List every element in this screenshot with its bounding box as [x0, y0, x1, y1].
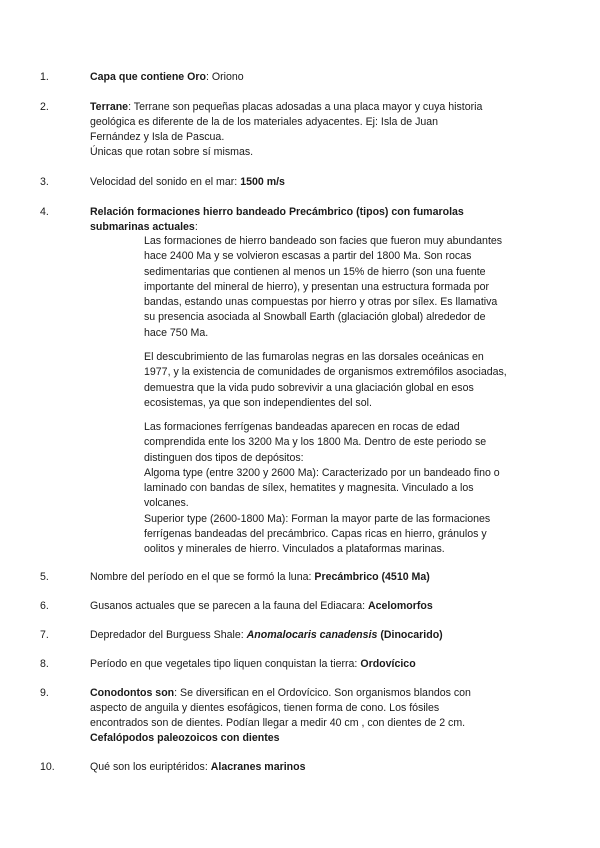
list-item-8: [40, 657, 522, 672]
item-text: : Se diversifican en el Ordovícico. Son organismos blandos con: [174, 687, 471, 699]
item-value: 1500 m/s: [240, 176, 285, 188]
item-number: 10.: [40, 761, 55, 773]
list-item-5: [40, 570, 522, 585]
paragraph-line: distinguen dos tipos de depósitos:: [144, 451, 304, 464]
item-text: : Terrane son pequeñas placas adosadas a una placa mayor y cuya historia: [128, 101, 483, 113]
item-text: Únicas que rotan sobre sí mismas.: [90, 146, 254, 158]
item-value: Precámbrico (4510 Ma): [314, 571, 430, 583]
list-item-6: [40, 599, 522, 614]
paragraph-line: hace 2400 Ma y se volvieron escasas a partir del 1800 Ma. Son rocas: [144, 250, 472, 263]
item-text: :: [194, 221, 198, 233]
item-text: Qué son los euriptéridos:: [90, 761, 211, 773]
item-text: geológica es diferente de la de los materiales adyacentes. Ej: Isla de Juan: [90, 116, 439, 128]
paragraph-iron-formations: [144, 234, 534, 341]
list-item-4: [40, 205, 522, 235]
paragraph-line: importante del mineral de hierro), y presentan una estructura formada por: [144, 280, 490, 293]
item-number: 4.: [40, 206, 49, 218]
item-text: Nombre del período en el que se formó la luna:: [90, 571, 315, 583]
item-number: 3.: [40, 176, 49, 188]
paragraph-fumaroles: [144, 350, 534, 411]
item-heading: Relación formaciones hierro bandeado Precámbrico (tipos) con fumarolas: [90, 206, 464, 218]
item-text: aspecto de anguila y dientes esofágicos, tienen forma de cono. Los fósiles: [90, 702, 440, 714]
paragraph-line: ferrígenas bandeadas del precámbrico. Capas ricas en hierro, gránulos y: [144, 528, 487, 541]
item-label: Capa que contiene Oro: [90, 71, 206, 83]
paragraph-line: oolitos y minerales de hierro. Vinculados a plataformas marinas.: [144, 543, 445, 556]
paragraph-line: 1977, y la existencia de comunidades de organismos extremófilos asociadas,: [144, 366, 507, 379]
item-value: Alacranes marinos: [210, 761, 306, 773]
item-number: 6.: [40, 600, 49, 612]
item-number: 9.: [40, 687, 49, 699]
item-number: 1.: [40, 71, 49, 83]
paragraph-line: Superior type (2600-1800 Ma): Forman la mayor parte de las formaciones: [144, 512, 491, 525]
paragraph-line: demuestra que la vida pudo sobrevivir a una glaciación global en esos: [144, 381, 474, 394]
item-label: Terrane: [90, 101, 129, 113]
item-value: Acelomorfos: [367, 600, 433, 612]
paragraph-line: laminado con bandas de sílex, hematites y magnesita. Vinculado a los: [144, 482, 474, 495]
paragraph-line: Algoma type (entre 3200 y 2600 Ma): Caracterizado por un bandeado fino o: [144, 466, 500, 479]
item-text: Período en que vegetales tipo liquen conquistan la tierra:: [90, 658, 361, 670]
item-value: (Dinocarido): [377, 629, 443, 641]
item-value: Cefalópodos paleozoicos con dientes: [90, 732, 280, 744]
paragraph-line: hace 750 Ma.: [144, 326, 209, 339]
paragraph-line: bandas, estando unas compuestas por hierro y otras por sílex. Es llamativa: [144, 296, 498, 309]
item-number: 8.: [40, 658, 49, 670]
item-text: : Oriono: [205, 71, 244, 83]
item-heading: submarinas actuales: [90, 221, 195, 233]
item-value: Ordovícico: [360, 658, 416, 670]
list-item-1: [40, 70, 522, 85]
paragraph-line: ecosistemas, ya que son independientes del sol.: [144, 396, 372, 409]
paragraph-line: El descubrimiento de las fumarolas negras en las dorsales oceánicas en: [144, 351, 484, 363]
list-item-9: [40, 686, 522, 746]
item-text: Gusanos actuales que se parecen a la fauna del Ediacara:: [90, 600, 368, 612]
item-text: Depredador del Burguess Shale:: [90, 629, 247, 641]
item-number: 5.: [40, 571, 49, 583]
item-text: encontrados son de dientes. Podían llegar a medir 40 cm , con dientes de 2 cm.: [90, 717, 466, 729]
species-name: Anomalocaris canadensis: [246, 629, 378, 641]
paragraph-line: comprendida ente los 3200 Ma y los 1800 Ma. Dentro de este periodo se: [144, 436, 487, 449]
item-text: Fernández y Isla de Pascua.: [90, 131, 225, 143]
paragraph-deposit-types: [144, 420, 534, 558]
list-item-2: [40, 100, 522, 160]
item-text: Velocidad del sonido en el mar:: [90, 176, 241, 188]
list-item-7: [40, 628, 522, 643]
paragraph-line: Las formaciones de hierro bandeado son facies que fueron muy abundantes: [144, 235, 503, 247]
list-item-3: [40, 175, 522, 190]
paragraph-line: sedimentarias que contienen al menos un 15% de hierro (son una fuente: [144, 265, 486, 278]
paragraph-line: volcanes.: [144, 497, 189, 510]
paragraph-line: Las formaciones ferrígenas bandeadas aparecen en rocas de edad: [144, 421, 460, 433]
item-label: Conodontos son: [90, 687, 175, 699]
item-number: 2.: [40, 101, 49, 113]
list-item-10: [40, 760, 522, 775]
item-number: 7.: [40, 629, 49, 641]
paragraph-line: su presencia asociada al Snowball Earth (glaciación global) alrededor de: [144, 311, 486, 324]
